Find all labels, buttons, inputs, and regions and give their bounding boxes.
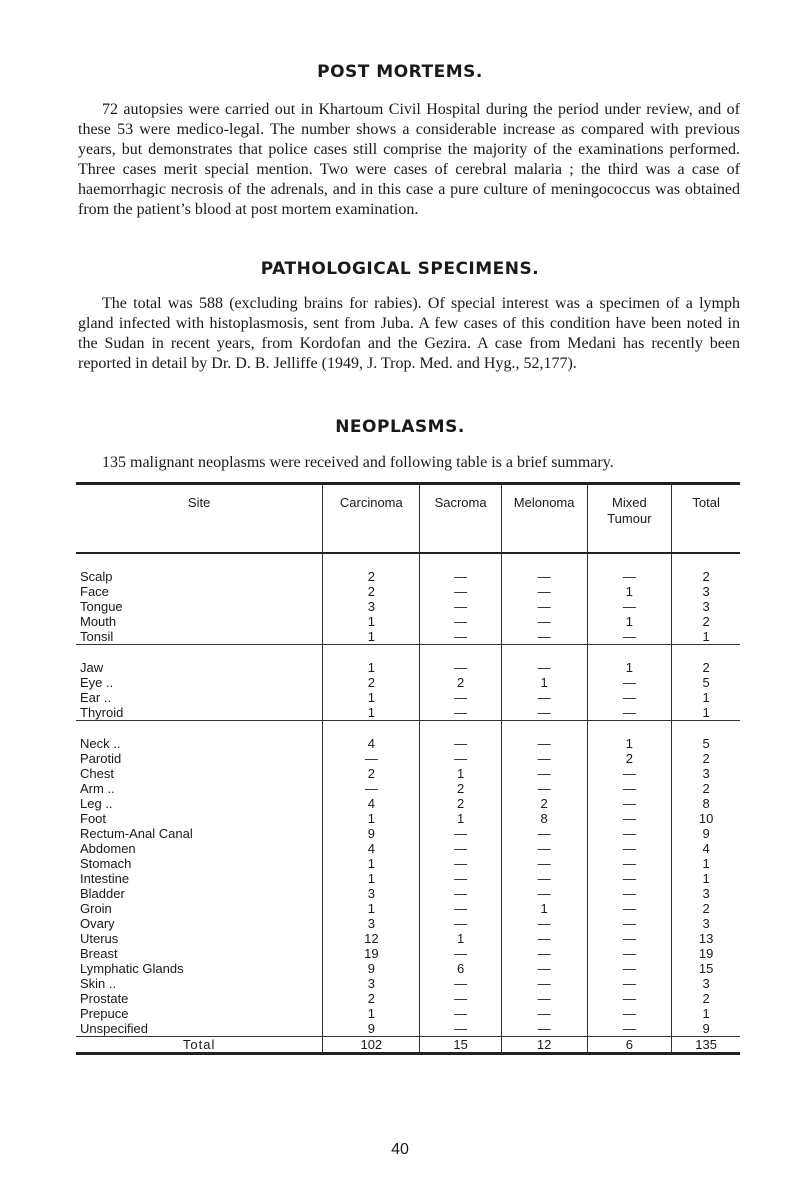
value-cell: 2	[702, 901, 710, 916]
site-cell: Chest	[76, 766, 323, 781]
value-cell: 13	[698, 931, 714, 946]
value-cell: —	[420, 916, 501, 931]
total-label: Total	[76, 1037, 323, 1054]
value-cell: —	[501, 660, 587, 675]
value-cell: —	[587, 675, 672, 690]
site-cell: Stomach	[76, 856, 323, 871]
value-cell: 2	[587, 751, 672, 766]
value-cell: 9	[323, 826, 420, 841]
value-cell: —	[501, 886, 587, 901]
header-total: Total	[672, 484, 740, 554]
value-cell: 19	[323, 946, 420, 961]
site-cell: Neck ..	[76, 736, 323, 751]
value-cell: 3	[702, 584, 710, 599]
value-cell: —	[323, 781, 420, 796]
table-spacer-cell	[323, 721, 420, 737]
page-number: 40	[391, 1141, 409, 1158]
total-value: 15	[420, 1037, 501, 1054]
value-cell: 4	[323, 796, 420, 811]
value-cell: —	[501, 991, 587, 1006]
value-cell: —	[587, 886, 672, 901]
value-cell: 1	[501, 901, 587, 916]
value-cell: 3	[323, 916, 420, 931]
value-cell: —	[587, 781, 672, 796]
table-row	[76, 660, 740, 675]
value-cell: —	[587, 629, 672, 645]
value-cell: 1	[702, 1006, 710, 1021]
value-cell: —	[501, 931, 587, 946]
value-cell: 1	[702, 871, 710, 886]
value-cell: 1	[501, 675, 587, 690]
value-cell: —	[587, 1021, 672, 1037]
value-cell: 1	[323, 690, 420, 705]
value-cell: 4	[323, 841, 420, 856]
value-cell: —	[420, 751, 501, 766]
table-row	[76, 946, 740, 961]
site-cell: Ear ..	[76, 690, 323, 705]
value-cell: —	[587, 826, 672, 841]
table-row	[76, 796, 740, 811]
value-cell: 3	[702, 976, 710, 991]
value-cell: 1	[323, 811, 420, 826]
value-cell: 1	[323, 1006, 420, 1021]
table-spacer-cell	[76, 645, 323, 661]
site-cell: Parotid	[76, 751, 323, 766]
site-cell: Leg ..	[76, 796, 323, 811]
value-cell: —	[501, 961, 587, 976]
value-cell: 1	[587, 660, 672, 675]
site-cell: Breast	[76, 946, 323, 961]
post-mortems-paragraph: 72 autopsies were carried out in Khartoum Civil Hospital during the period under review, and of these 53 were medico-legal. The number shows a considerable increase as compared with previous years, but demonstrates that police cases still comprise the majority of the examinations performed. Three cases merit special mention. Two were cases of cerebral malaria ; the third was a case of haemorrhagic necrosis of the adrenals, and in this case a pure culture of meningococcus was obtained from the patient’s blood at post mortem examination.	[78, 101, 740, 218]
table-row	[76, 690, 740, 705]
value-cell: 2	[702, 569, 710, 584]
table-row	[76, 961, 740, 976]
table-row	[76, 569, 740, 584]
pathological-specimens-paragraph: The total was 588 (excluding brains for rabies). Of special interest was a specimen of a lymph gland infected with histoplasmosis, sent from Juba. A few cases of this condition have been noted in the Sudan in recent years, from Kordofan and the Gezira. A case from Medani has recently been reported in detail by Dr. D. B. Jelliffe (1949, J. Trop. Med. and Hyg., 52,177).	[78, 295, 740, 372]
value-cell: 2	[702, 614, 710, 629]
site-cell: Tongue	[76, 599, 323, 614]
table-spacer-cell	[420, 721, 501, 737]
table-row	[76, 736, 740, 751]
site-cell: Scalp	[76, 569, 323, 584]
value-cell: 8	[702, 796, 710, 811]
value-cell: 3	[323, 886, 420, 901]
value-cell: 1	[702, 690, 710, 705]
value-cell: —	[501, 976, 587, 991]
value-cell: —	[587, 766, 672, 781]
site-cell: Lymphatic Glands	[76, 961, 323, 976]
site-cell: Mouth	[76, 614, 323, 629]
value-cell: 3	[323, 599, 420, 614]
value-cell: 3	[702, 766, 710, 781]
value-cell: 1	[323, 629, 420, 645]
value-cell: 1	[587, 614, 672, 629]
value-cell: —	[501, 1021, 587, 1037]
value-cell: 1	[672, 705, 740, 721]
header-carcinoma: Carcinoma	[323, 484, 420, 554]
value-cell: 2	[702, 660, 710, 675]
table-spacer-row	[76, 645, 740, 661]
table-row	[76, 871, 740, 886]
table-spacer-cell	[420, 553, 501, 569]
table-row	[76, 629, 740, 645]
value-cell: —	[420, 946, 501, 961]
value-cell: —	[501, 916, 587, 931]
value-cell: —	[420, 599, 501, 614]
table-spacer-cell	[672, 721, 740, 737]
value-cell: —	[587, 796, 672, 811]
value-cell: 9	[323, 961, 420, 976]
total-value: 6	[587, 1037, 672, 1054]
neoplasms-heading: NEOPLASMS.	[335, 417, 465, 437]
value-cell: 10	[698, 811, 714, 826]
value-cell: —	[501, 871, 587, 886]
value-cell: —	[587, 811, 672, 826]
value-cell: —	[420, 1006, 501, 1021]
table-spacer-cell	[587, 553, 672, 569]
value-cell: 1	[323, 871, 420, 886]
value-cell: 9	[702, 826, 710, 841]
value-cell: 4	[323, 736, 420, 751]
value-cell: 1	[420, 931, 501, 946]
table-row	[76, 856, 740, 871]
value-cell: 3	[702, 916, 710, 931]
table-row	[76, 781, 740, 796]
value-cell: —	[587, 1006, 672, 1021]
table-spacer-cell	[587, 721, 672, 737]
value-cell: —	[587, 599, 672, 614]
value-cell: 2	[323, 569, 420, 584]
table-row	[76, 751, 740, 766]
value-cell: —	[501, 781, 587, 796]
value-cell: —	[420, 901, 501, 916]
value-cell: 5	[702, 675, 710, 690]
value-cell: —	[420, 991, 501, 1006]
value-cell: 1	[672, 629, 740, 645]
table-row	[76, 1006, 740, 1021]
table-row	[76, 811, 740, 826]
value-cell: 6	[420, 961, 501, 976]
value-cell: —	[587, 991, 672, 1006]
site-cell: Arm ..	[76, 781, 323, 796]
site-cell: Groin	[76, 901, 323, 916]
site-cell: Tonsil	[76, 629, 323, 645]
total-value: 102	[323, 1037, 420, 1054]
site-cell: Rectum-Anal Canal	[76, 826, 323, 841]
table-row	[76, 916, 740, 931]
site-cell: Eye ..	[76, 675, 323, 690]
value-cell: —	[420, 690, 501, 705]
total-value: 12	[501, 1037, 587, 1054]
value-cell: —	[323, 751, 420, 766]
header-melonoma: Melonoma	[501, 484, 587, 554]
value-cell: —	[501, 705, 587, 721]
value-cell: —	[420, 614, 501, 629]
value-cell: —	[587, 871, 672, 886]
value-cell: —	[587, 569, 672, 584]
value-cell: —	[501, 751, 587, 766]
site-cell: Uterus	[76, 931, 323, 946]
value-cell: —	[587, 901, 672, 916]
neoplasms-intro: 135 malignant neoplasms were received and following table is a brief summary.	[102, 454, 614, 471]
value-cell: —	[501, 766, 587, 781]
value-cell: 2	[420, 781, 501, 796]
site-cell: Prostate	[76, 991, 323, 1006]
value-cell: —	[501, 826, 587, 841]
value-cell: —	[420, 841, 501, 856]
value-cell: 2	[501, 796, 587, 811]
header-mixed-tumour: Mixed Tumour	[587, 484, 672, 554]
table-spacer-cell	[420, 645, 501, 661]
value-cell: —	[587, 705, 672, 721]
value-cell: —	[501, 946, 587, 961]
value-cell: 1	[323, 614, 420, 629]
table-row	[76, 675, 740, 690]
value-cell: 5	[702, 736, 710, 751]
value-cell: 1	[323, 901, 420, 916]
value-cell: 15	[698, 961, 714, 976]
header-sacroma: Sacroma	[420, 484, 501, 554]
value-cell: 1	[702, 856, 710, 871]
value-cell: 1	[323, 856, 420, 871]
value-cell: —	[501, 1006, 587, 1021]
table-row	[76, 1021, 740, 1037]
site-cell: Abdomen	[76, 841, 323, 856]
value-cell: —	[420, 569, 501, 584]
value-cell: —	[587, 856, 672, 871]
value-cell: 9	[672, 1021, 740, 1037]
value-cell: 2	[420, 675, 501, 690]
table-row	[76, 614, 740, 629]
site-cell: Intestine	[76, 871, 323, 886]
value-cell: 1	[323, 660, 420, 675]
value-cell: 2	[702, 781, 710, 796]
table-spacer-cell	[501, 721, 587, 737]
value-cell: —	[501, 569, 587, 584]
value-cell: —	[501, 599, 587, 614]
value-cell: —	[587, 946, 672, 961]
value-cell: —	[420, 584, 501, 599]
value-cell: 9	[323, 1021, 420, 1037]
value-cell: —	[587, 931, 672, 946]
value-cell: —	[587, 841, 672, 856]
table-row	[76, 705, 740, 721]
value-cell: 2	[702, 991, 710, 1006]
table-spacer-cell	[76, 553, 323, 569]
table-spacer-row	[76, 721, 740, 737]
value-cell: 2	[323, 675, 420, 690]
table-spacer-cell	[501, 553, 587, 569]
value-cell: —	[420, 660, 501, 675]
table-row	[76, 841, 740, 856]
value-cell: 1	[420, 811, 501, 826]
value-cell: 3	[702, 599, 710, 614]
value-cell: 3	[323, 976, 420, 991]
value-cell: 19	[698, 946, 714, 961]
value-cell: —	[501, 614, 587, 629]
table-spacer-cell	[672, 645, 740, 661]
value-cell: —	[420, 705, 501, 721]
table-spacer-cell	[672, 553, 740, 569]
table-spacer-cell	[323, 645, 420, 661]
value-cell: —	[420, 856, 501, 871]
site-cell: Jaw	[76, 660, 323, 675]
table-row	[76, 901, 740, 916]
value-cell: 2	[323, 991, 420, 1006]
value-cell: —	[420, 886, 501, 901]
value-cell: —	[420, 826, 501, 841]
total-value: 135	[672, 1037, 740, 1054]
value-cell: 1	[587, 584, 672, 599]
site-cell: Bladder	[76, 886, 323, 901]
table-spacer-cell	[76, 721, 323, 737]
table-row	[76, 991, 740, 1006]
value-cell: 1	[587, 736, 672, 751]
value-cell: —	[587, 976, 672, 991]
table-row	[76, 976, 740, 991]
value-cell: —	[501, 856, 587, 871]
table-spacer-row	[76, 553, 740, 569]
value-cell: —	[501, 736, 587, 751]
table-row	[76, 766, 740, 781]
table-body	[76, 553, 740, 1054]
value-cell: 12	[323, 931, 420, 946]
value-cell: 8	[501, 811, 587, 826]
table-header-row	[76, 484, 740, 554]
table-row	[76, 826, 740, 841]
table-spacer-cell	[501, 645, 587, 661]
value-cell: 3	[702, 886, 710, 901]
site-cell: Unspecified	[76, 1021, 323, 1037]
value-cell: —	[420, 736, 501, 751]
site-cell: Prepuce	[76, 1006, 323, 1021]
value-cell: 2	[323, 766, 420, 781]
value-cell: —	[501, 841, 587, 856]
value-cell: 4	[702, 841, 710, 856]
value-cell: —	[501, 629, 587, 645]
value-cell: 2	[702, 751, 710, 766]
table-spacer-cell	[587, 645, 672, 661]
header-site: Site	[76, 484, 323, 554]
value-cell: —	[501, 690, 587, 705]
value-cell: —	[420, 629, 501, 645]
value-cell: —	[501, 584, 587, 599]
value-cell: 1	[323, 705, 420, 721]
value-cell: —	[420, 1021, 501, 1037]
value-cell: 2	[323, 584, 420, 599]
table-row	[76, 931, 740, 946]
value-cell: 2	[420, 796, 501, 811]
table-total-row	[76, 1037, 740, 1054]
table-row	[76, 584, 740, 599]
table-spacer-cell	[323, 553, 420, 569]
pathological-specimens-heading: PATHOLOGICAL SPECIMENS.	[260, 259, 540, 279]
site-cell: Face	[76, 584, 323, 599]
table-row	[76, 886, 740, 901]
site-cell: Thyroid	[76, 705, 323, 721]
site-cell: Skin ..	[76, 976, 323, 991]
table-row	[76, 599, 740, 614]
post-mortems-heading: POST MORTEMS.	[317, 62, 483, 82]
value-cell: —	[420, 871, 501, 886]
value-cell: —	[587, 916, 672, 931]
value-cell: —	[587, 961, 672, 976]
value-cell: 1	[420, 766, 501, 781]
site-cell: Ovary	[76, 916, 323, 931]
value-cell: —	[587, 690, 672, 705]
value-cell: —	[420, 976, 501, 991]
neoplasm-table	[76, 482, 740, 1055]
site-cell: Foot	[76, 811, 323, 826]
